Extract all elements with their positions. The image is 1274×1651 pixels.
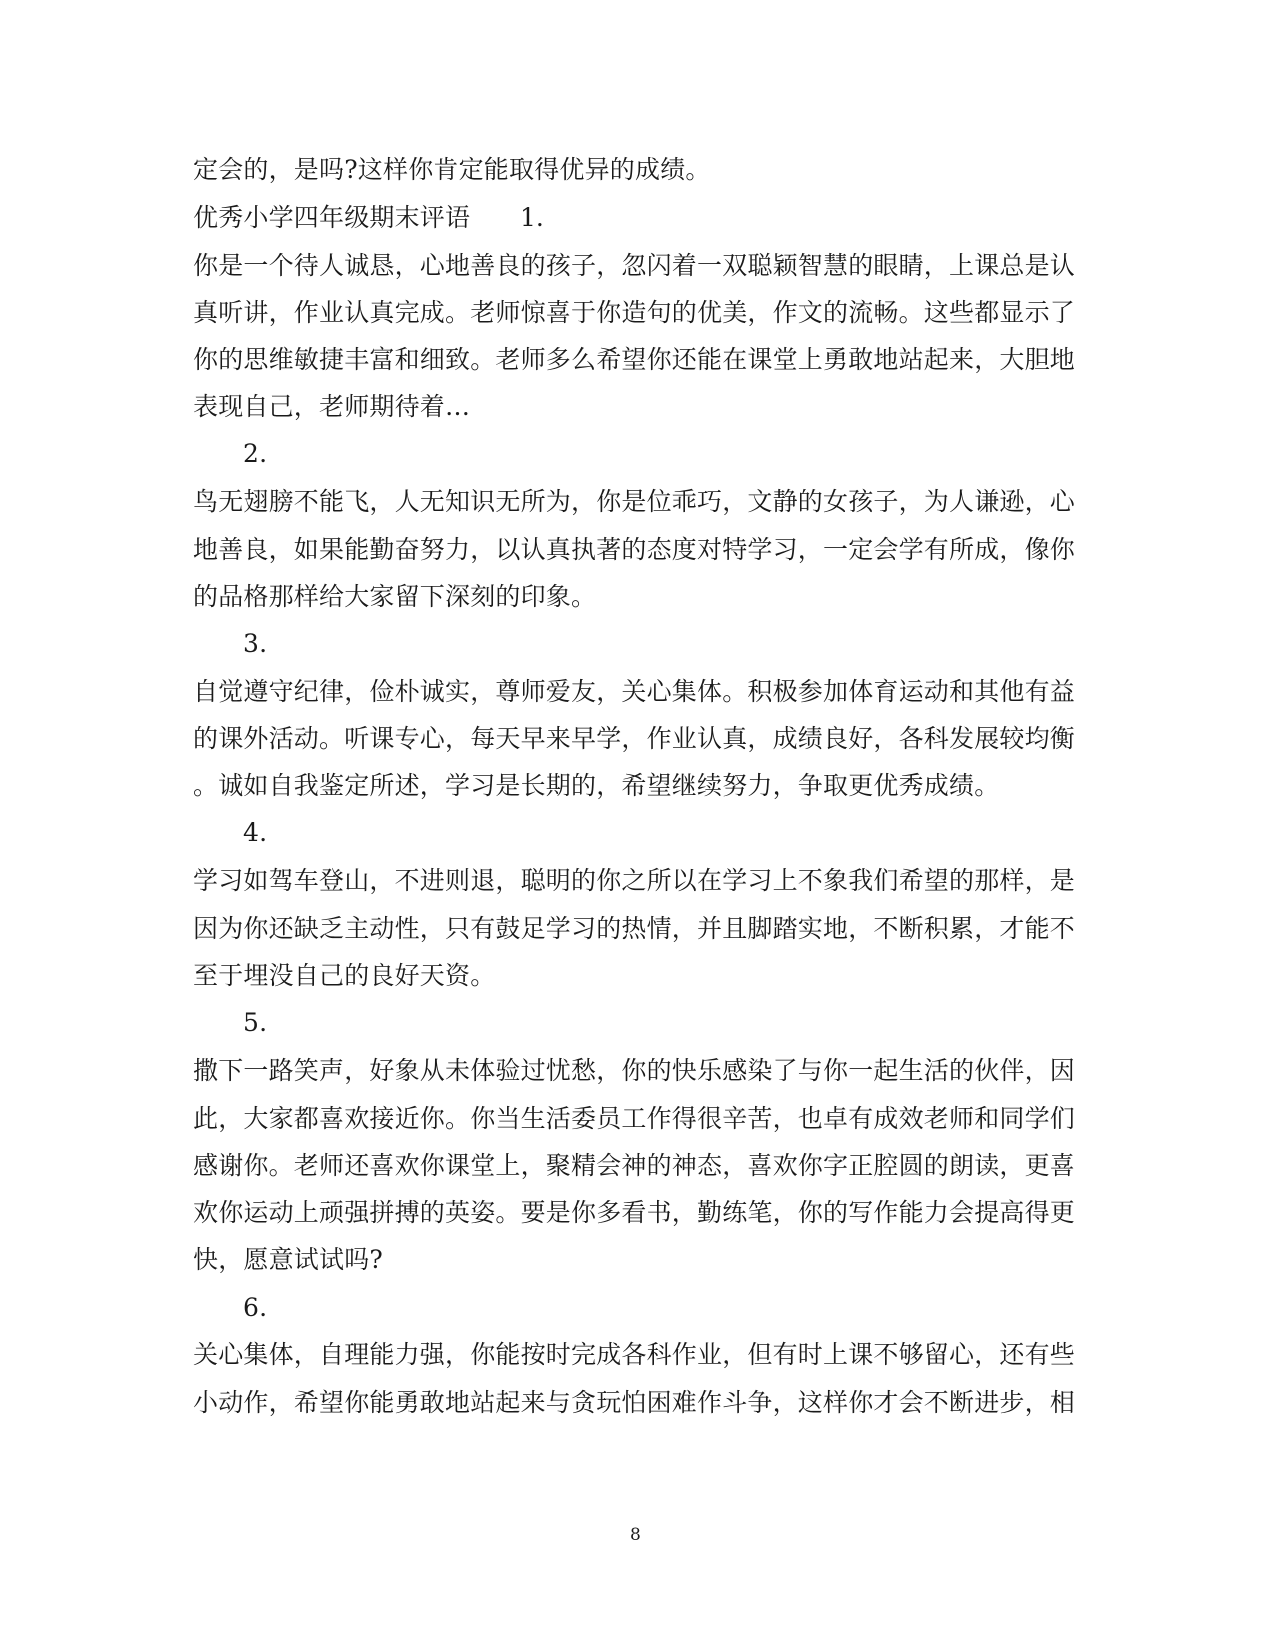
item-number: 3.: [243, 629, 268, 658]
item-number: 5.: [243, 1008, 268, 1037]
page-number: 8: [630, 1525, 641, 1545]
text-line: 的课外活动。听课专心，每天早来早学，作业认真，成绩良好，各科发展较均衡: [193, 724, 1076, 753]
text-line: 定会的，是吗?这样你肯定能取得优异的成绩。: [193, 155, 711, 184]
text-line: 至于埋没自己的良好天资。: [193, 961, 496, 990]
text-line: 鸟无翅膀不能飞，人无知识无所为，你是位乖巧，文静的女孩子，为人谦逊，心: [193, 487, 1076, 516]
text-line: 小动作，希望你能勇敢地站起来与贪玩怕困难作斗争，这样你才会不断进步，相: [193, 1388, 1076, 1417]
text-line: 自觉遵守纪律，俭朴诚实，尊师爱友，关心集体。积极参加体育运动和其他有益: [193, 677, 1076, 706]
text-line: 因为你还缺乏主动性，只有鼓足学习的热情，并且脚踏实地，不断积累，才能不: [193, 914, 1076, 943]
text-line: 感谢你。老师还喜欢你课堂上，聚精会神的神态，喜欢你字正腔圆的朗读，更喜: [193, 1151, 1076, 1180]
text-line: 快，愿意试试吗?: [193, 1245, 384, 1274]
item-number: 6.: [243, 1293, 268, 1322]
text-line: 真听讲，作业认真完成。老师惊喜于你造句的优美，作文的流畅。这些都显示了: [193, 298, 1076, 327]
text-line: 你是一个待人诚恳，心地善良的孩子，忽闪着一双聪颖智慧的眼睛，上课总是认: [193, 251, 1076, 280]
text-line: 欢你运动上顽强拼搏的英姿。要是你多看书，勤练笔，你的写作能力会提高得更: [193, 1198, 1076, 1227]
item-number: 2.: [243, 439, 268, 468]
item-number: 4.: [243, 818, 268, 847]
text-line: 表现自己，老师期待着…: [193, 392, 471, 421]
text-line: 的品格那样给大家留下深刻的印象。: [193, 582, 597, 611]
text-line: 关心集体，自理能力强，你能按时完成各科作业，但有时上课不够留心，还有些: [193, 1340, 1076, 1369]
heading-number: 1.: [520, 203, 544, 232]
text-line: 。诚如自我鉴定所述，学习是长期的，希望继续努力，争取更优秀成绩。: [193, 771, 1000, 800]
text-line: 地善良，如果能勤奋努力，以认真执著的态度对特学习，一定会学有所成，像你: [193, 535, 1076, 564]
text-line: 学习如驾车登山，不进则退，聪明的你之所以在学习上不象我们希望的那样，是: [193, 866, 1076, 895]
text-line: 你的思维敏捷丰富和细致。老师多么希望你还能在课堂上勇敢地站起来，大胆地: [193, 345, 1076, 374]
text-line: 此，大家都喜欢接近你。你当生活委员工作得很辛苦，也卓有成效老师和同学们: [193, 1104, 1076, 1133]
text-line: 撒下一路笑声，好象从未体验过忧愁，你的快乐感染了与你一起生活的伙伴，因: [193, 1056, 1076, 1085]
section-heading: 优秀小学四年级期末评语: [193, 203, 471, 232]
